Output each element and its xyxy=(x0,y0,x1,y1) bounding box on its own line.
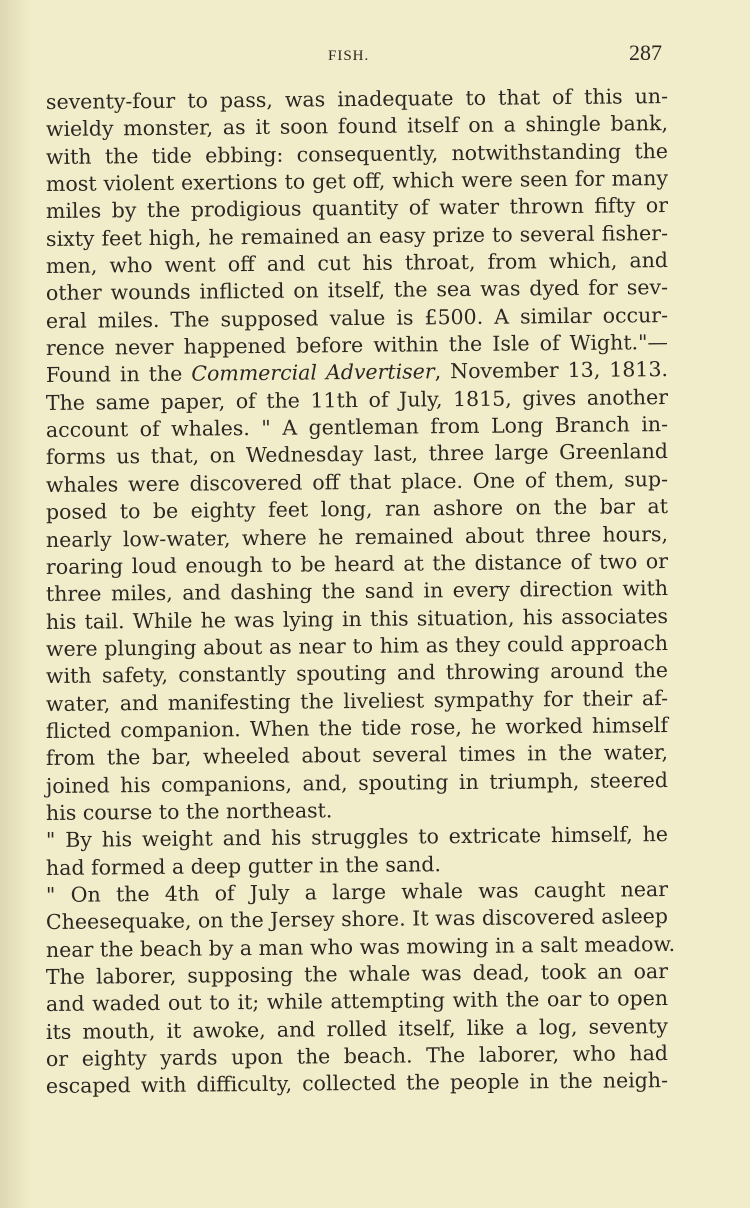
text-line: rence never happened before within the Isle of Wight."— xyxy=(45,330,669,361)
newspaper-title: Commercial Advertiser xyxy=(191,359,435,387)
text-line: or eighty yards upon the beach. The laborer, who had xyxy=(45,1041,669,1072)
text-line: its mouth, it awoke, and rolled itself, like a log, seventy xyxy=(45,1013,669,1044)
text-line: Cheesequake, on the Jersey shore. It was discovered asleep xyxy=(45,904,669,935)
text-line: miles by the prodigious quantity of water thrown fifty or xyxy=(45,193,669,224)
text-line: flicted companion. When the tide rose, he worked himself xyxy=(45,712,669,743)
text-line: seventy-four to pass, was inadequate to that of this un- xyxy=(45,84,669,114)
text-line: The laborer, supposing the whale was dead, took an oar xyxy=(45,959,669,989)
text-line: forms us that, on Wednesday last, three large Greenland xyxy=(45,439,669,470)
body-text xyxy=(45,84,676,1101)
text-line: most violent exertions to get off, which were seen for many xyxy=(45,166,669,197)
running-head xyxy=(0,40,750,80)
page-number: 287 xyxy=(629,40,662,65)
text-line: " On the 4th of July a large whale was caught near xyxy=(45,876,669,907)
text-line: and waded out to it; while attempting with the oar to open xyxy=(45,986,669,1017)
text-line: eral miles. The supposed value is £500. A similar occur- xyxy=(45,302,669,333)
text-line: with the tide ebbing: consequently, notwithstanding the xyxy=(45,138,669,169)
running-title: FISH. xyxy=(328,48,370,64)
text-line: from the bar, wheeled about several times in the water, xyxy=(45,740,669,771)
text-line: whales were discovered off that place. One of them, sup- xyxy=(45,466,669,497)
text-line: near the beach by a man who was mowing in a salt meadow. xyxy=(45,931,676,962)
text-line: water, and manifesting the liveliest sympathy for their af- xyxy=(45,685,669,716)
text-line: account of whales. " A gentleman from Long Branch in- xyxy=(45,412,669,443)
text-line: men, who went off and cut his throat, from which, and xyxy=(45,248,669,279)
text-line: sixty feet high, he remained an easy prize to several fisher- xyxy=(45,220,669,251)
citation-prefix: Found in the xyxy=(45,362,192,388)
text-line: other wounds inflicted on itself, the sea was dyed for sev- xyxy=(45,275,669,306)
text-line: were plunging about as near to him as they could approach xyxy=(45,630,669,661)
text-line: escaped with difficulty, collected the people in the neigh- xyxy=(45,1068,669,1099)
text-line: " By his weight and his struggles to extricate himself, he xyxy=(45,822,669,853)
text-line: nearly low-water, where he remained about three hours, xyxy=(45,521,669,552)
text-line: wieldy monster, as it soon found itself on a shingle bank, xyxy=(45,111,669,142)
text-line: roaring loud enough to be heard at the distance of two or xyxy=(45,548,669,579)
text-line: his tail. While he was lying in this situation, his associates xyxy=(45,603,669,634)
text-line: had formed a deep gutter in the sand. xyxy=(45,851,442,880)
text-line: with safety, constantly spouting and throwing around the xyxy=(45,658,669,689)
text-line: his course to the northeast. xyxy=(45,798,333,825)
text-line: three miles, and dashing the sand in every direction with xyxy=(45,576,669,607)
text-line: The same paper, of the 11th of July, 1815, gives another xyxy=(45,384,669,415)
citation-date: , November 13, 1813. xyxy=(434,357,669,384)
text-line: joined his companions, and, spouting in triumph, steered xyxy=(45,767,669,798)
text-line: posed to be eighty feet long, ran ashore on the bar at xyxy=(45,494,669,525)
